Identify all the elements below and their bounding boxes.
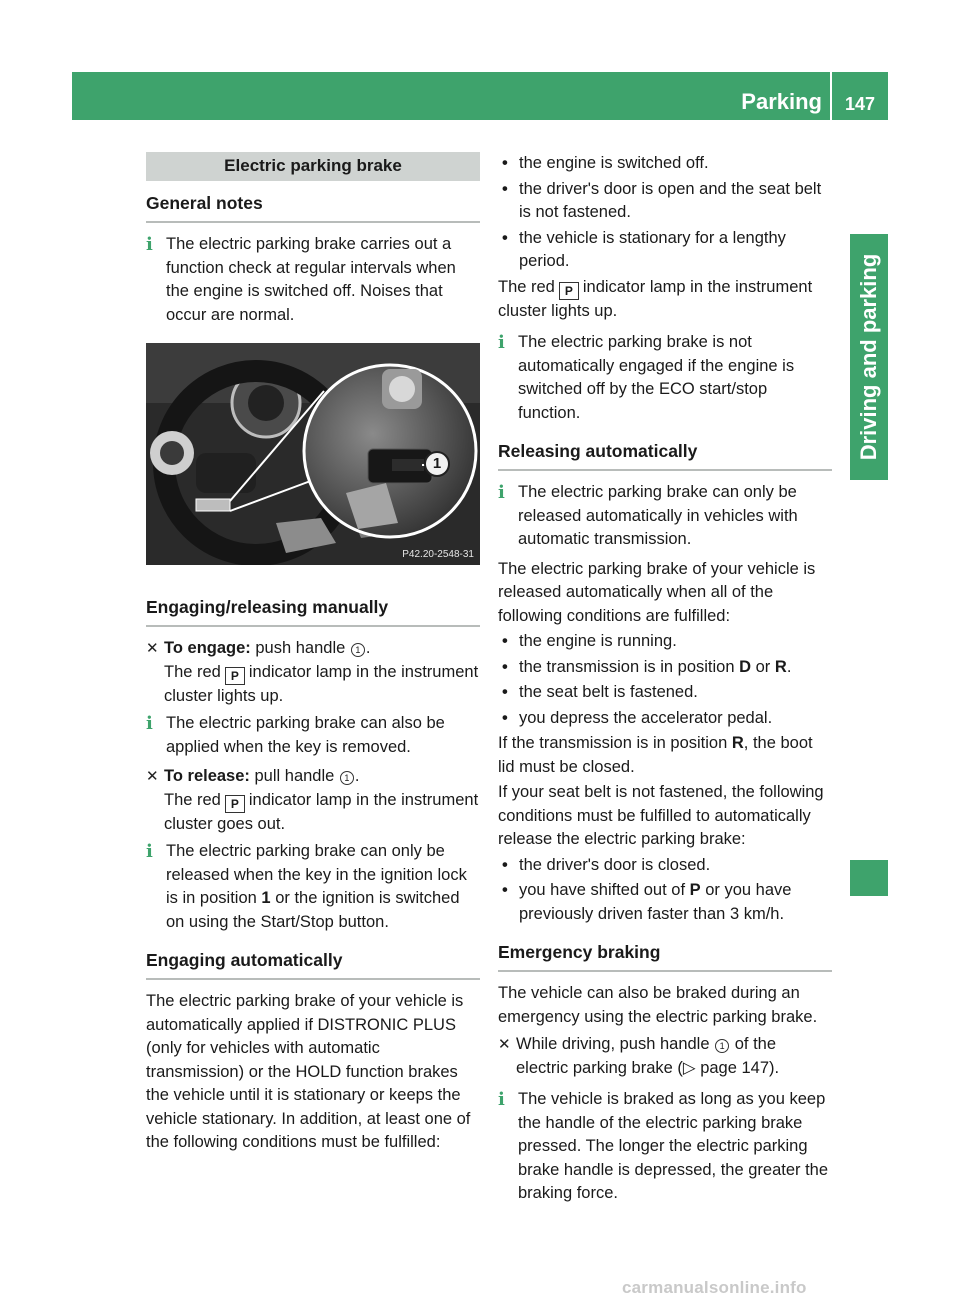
right-column: [498, 152, 832, 1212]
section-title: Electric parking brake: [146, 152, 480, 181]
list-item: • you depress the accelerator pedal.: [502, 708, 773, 727]
info-note: i The electric parking brake carries out a function check at regular intervals when the engine is switched off. Noises that occur are normal.: [146, 234, 456, 324]
parking-brake-lamp-icon: P: [559, 282, 579, 300]
emergency-text: The vehicle can also be braked during an emergency using the electric parking brake.: [498, 984, 818, 1026]
general-notes-heading: General notes: [146, 191, 480, 223]
info-note: i The vehicle is braked as long as you keep the handle of the electric parking brake pressed. The longer the electric parking brake handle is depressed, the greater the braking force.: [498, 1089, 829, 1202]
callout-1-icon: 1: [351, 643, 365, 657]
engage-step: ✕ To engage: push handle 1 . The red P indicator lamp in the instrument cluster lights up.: [146, 639, 479, 705]
emergency-step: ✕ While driving, push handle 1 of the electric parking brake (▷ page 147).: [498, 1035, 780, 1077]
lamp-text: The red P indicator lamp in the instrument cluster lights up.: [498, 277, 813, 320]
list-item: • the vehicle is stationary for a lengthy period.: [502, 228, 786, 270]
release-text: The electric parking brake of your vehicle is released automatically when all of the following conditions are fulfilled:: [498, 559, 816, 625]
list-item: • the transmission is in position D or R.: [502, 657, 792, 676]
page-ref-arrow-icon: ▷: [682, 1058, 696, 1077]
page-number: 147: [844, 94, 876, 114]
step-arrow-icon: ✕: [146, 640, 159, 657]
step-arrow-icon: ✕: [146, 768, 159, 785]
parking-brake-lamp-icon: P: [225, 667, 245, 685]
boot-text: If the transmission is in position R, the boot lid must be closed.: [498, 734, 813, 776]
auto-heading: Engaging automatically: [146, 948, 480, 980]
list-item: • the engine is running.: [502, 632, 677, 650]
page-ref-link[interactable]: page 147: [700, 1058, 770, 1077]
side-tab: [850, 234, 888, 480]
manual-heading: Engaging/releasing manually: [146, 595, 480, 627]
watermark: carmanualsonline.info: [622, 1278, 807, 1297]
callout-1-icon: 1: [715, 1039, 729, 1053]
parking-brake-lamp-icon: P: [225, 795, 245, 813]
auto-text: The electric parking brake of your vehicle is automatically applied if DISTRONIC PLUS (only for vehicles with automatic transmission) or the HOLD function brakes the vehicle until it is stationary or keeps the vehicle stationary. In addition, at least one of the following conditions must be fulfilled:: [146, 992, 471, 1151]
info-note: i The electric parking brake can only be released automatically in vehicles with automatic transmission.: [498, 482, 798, 548]
info-icon: i: [498, 1089, 505, 1110]
info-note: i The electric parking brake can also be applied when the key is removed.: [146, 713, 445, 756]
list-item: • the seat belt is fastened.: [502, 683, 698, 701]
running-title: Parking: [741, 89, 822, 114]
list-item: • you have shifted out of P or you have previously driven faster than 3 km/h.: [502, 881, 792, 923]
list-item: • the driver's door is closed.: [502, 855, 711, 874]
emergency-heading: Emergency braking: [498, 940, 832, 972]
release-step: ✕ To release: pull handle 1 . The red P indicator lamp in the instrument cluster goes out.: [146, 767, 479, 833]
photo-callout-1: 1: [424, 451, 450, 477]
info-icon: i: [146, 713, 153, 734]
side-marker: [850, 860, 888, 896]
header-bar: [72, 72, 888, 120]
info-icon: i: [498, 482, 505, 503]
step-arrow-icon: ✕: [498, 1036, 511, 1053]
seatbelt-text: If your seat belt is not fastened, the following conditions must be fulfilled to automatically release the electric parking brake:: [498, 783, 824, 848]
release-heading: Releasing automatically: [498, 439, 832, 471]
callout-1-icon: 1: [340, 771, 354, 785]
info-note: i The electric parking brake can only be released when the key in the ignition lock is in position 1 or the ignition is switched on using the Start/Stop button.: [146, 841, 467, 931]
steering-wheel-photo: [146, 343, 480, 565]
photo-code: P42.20-2548-31: [402, 549, 474, 560]
info-icon: i: [146, 841, 153, 862]
header-separator: [830, 72, 832, 120]
side-tab-label: Driving and parking: [856, 253, 881, 461]
info-icon: i: [498, 332, 505, 353]
info-note: i The electric parking brake is not automatically engaged if the engine is switched off by the ECO start/stop function.: [498, 332, 795, 422]
left-column: [146, 152, 480, 1157]
list-item: • the driver's door is open and the seat belt is not fastened.: [502, 179, 822, 221]
list-item: • the engine is switched off.: [502, 154, 709, 172]
info-icon: i: [146, 234, 153, 255]
